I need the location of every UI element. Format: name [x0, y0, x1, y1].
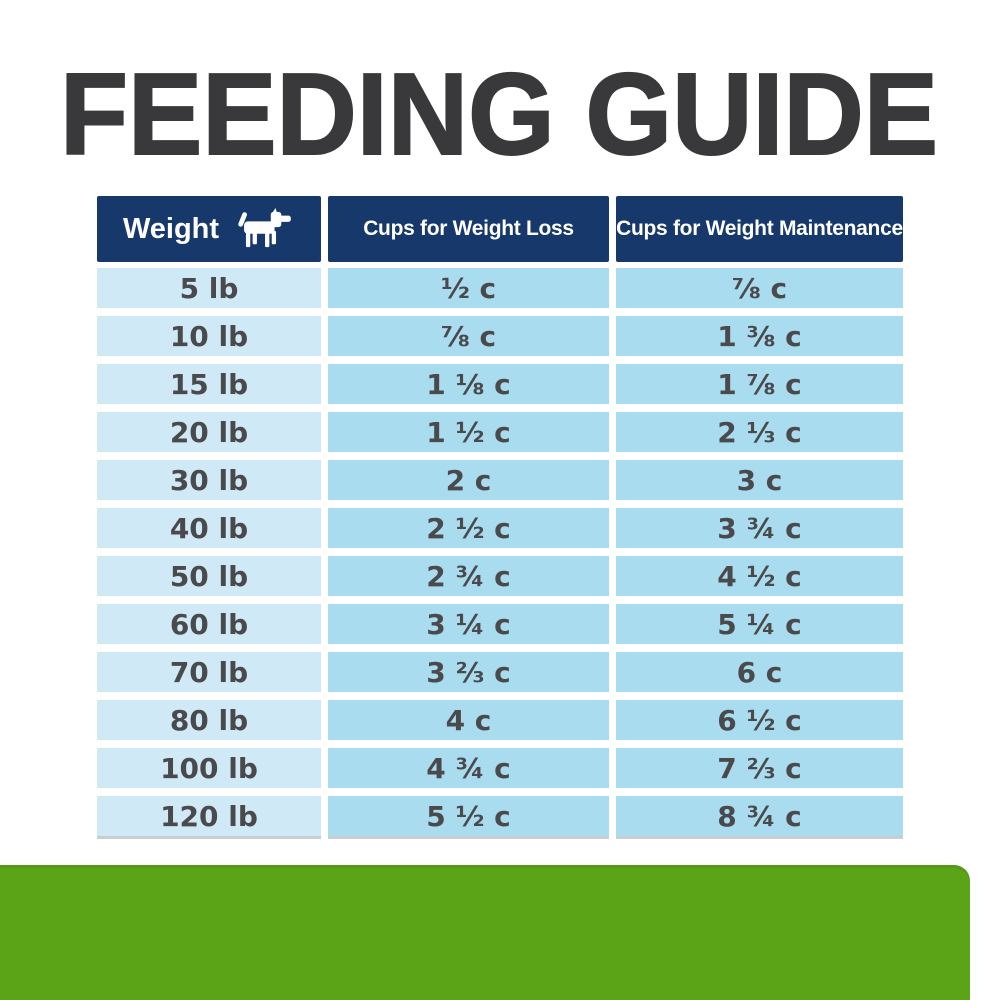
maintenance-cell: 8 ¾ c — [616, 796, 903, 836]
weight-cell: 80 lb — [97, 700, 321, 740]
maintenance-cell: 5 ¼ c — [616, 604, 903, 644]
weight-cell: 120 lb — [97, 796, 321, 836]
maintenance-cell: 1 ⅜ c — [616, 316, 903, 356]
feeding-guide-table — [97, 196, 903, 836]
weight-cell: 40 lb — [97, 508, 321, 548]
bottom-green-bar — [0, 865, 970, 1000]
weight-cell: 5 lb — [97, 268, 321, 308]
maintenance-cell: 3 c — [616, 460, 903, 500]
maintenance-cell: 2 ⅓ c — [616, 412, 903, 452]
table-row — [97, 364, 903, 404]
loss-cell: 3 ⅔ c — [328, 652, 609, 692]
maintenance-cell: 3 ¾ c — [616, 508, 903, 548]
table-row — [97, 556, 903, 596]
maintenance-cell: 6 ½ c — [616, 700, 903, 740]
loss-cell: 1 ⅛ c — [328, 364, 609, 404]
loss-cell: 4 ¾ c — [328, 748, 609, 788]
loss-cell: 4 c — [328, 700, 609, 740]
table-body — [97, 268, 903, 836]
page-title-text: FEEDING GUIDE — [60, 66, 938, 162]
table-header-row — [97, 196, 903, 262]
table-row — [97, 796, 903, 836]
weight-cell: 100 lb — [97, 748, 321, 788]
maintenance-cell: 1 ⅞ c — [616, 364, 903, 404]
table-row — [97, 412, 903, 452]
table-row — [97, 700, 903, 740]
loss-cell: 2 ¾ c — [328, 556, 609, 596]
loss-cell: 2 c — [328, 460, 609, 500]
table-row — [97, 748, 903, 788]
page-title — [60, 66, 940, 162]
weight-cell: 30 lb — [97, 460, 321, 500]
dog-icon — [237, 208, 295, 250]
table-row — [97, 604, 903, 644]
weight-cell: 15 lb — [97, 364, 321, 404]
table-row — [97, 460, 903, 500]
loss-cell: 3 ¼ c — [328, 604, 609, 644]
loss-cell: ⅞ c — [328, 316, 609, 356]
weight-cell: 20 lb — [97, 412, 321, 452]
maintenance-cell: 7 ⅔ c — [616, 748, 903, 788]
column-header-weight-maintenance: Cups for Weight Maintenance — [616, 196, 903, 262]
weight-cell: 50 lb — [97, 556, 321, 596]
weight-cell: 70 lb — [97, 652, 321, 692]
loss-cell: 2 ½ c — [328, 508, 609, 548]
loss-cell: 1 ½ c — [328, 412, 609, 452]
maintenance-cell: 4 ½ c — [616, 556, 903, 596]
loss-cell: ½ c — [328, 268, 609, 308]
table-row — [97, 508, 903, 548]
column-header-weight — [97, 196, 321, 262]
table-row — [97, 268, 903, 308]
page-title-svg — [60, 66, 940, 162]
table-row — [97, 316, 903, 356]
loss-cell: 5 ½ c — [328, 796, 609, 836]
weight-cell: 60 lb — [97, 604, 321, 644]
weight-cell: 10 lb — [97, 316, 321, 356]
column-header-weight-loss: Cups for Weight Loss — [328, 196, 609, 262]
table-row — [97, 652, 903, 692]
maintenance-cell: ⅞ c — [616, 268, 903, 308]
column-header-weight-label: Weight — [122, 212, 220, 245]
maintenance-cell: 6 c — [616, 652, 903, 692]
